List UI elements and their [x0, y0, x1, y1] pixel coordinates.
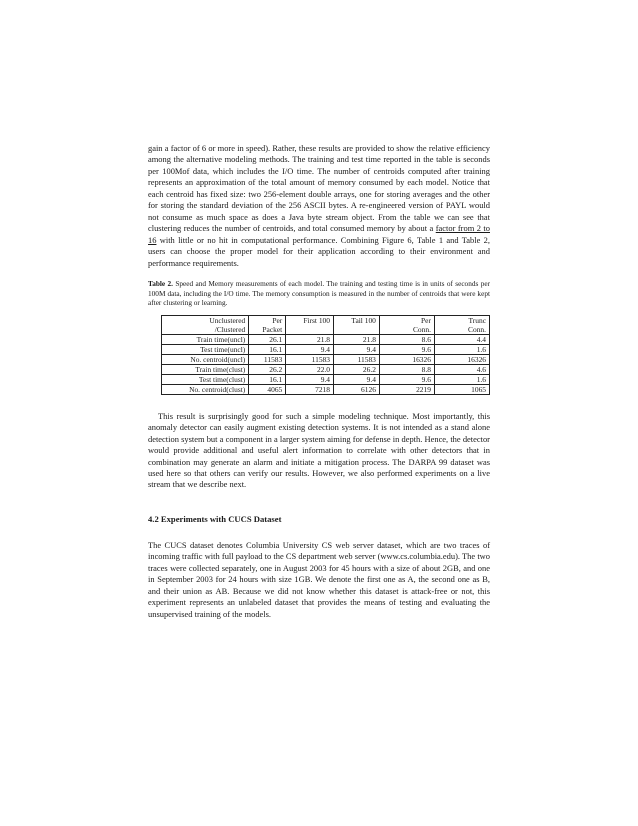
header-cell: First 100	[286, 315, 334, 334]
table-cell: Test time(uncl)	[162, 344, 249, 354]
table-cell: 9.6	[379, 374, 434, 384]
table-row	[162, 354, 490, 364]
table-row	[162, 374, 490, 384]
section-heading: 4.2 Experiments with CUCS Dataset	[148, 513, 282, 524]
table-row	[162, 344, 490, 354]
table-cell: 11583	[333, 354, 379, 364]
table-cell: 16326	[379, 354, 434, 364]
table-cell: 1065	[434, 384, 489, 394]
table-cell: 21.8	[333, 334, 379, 344]
table-cell: 9.4	[333, 344, 379, 354]
paragraph-results-discussion	[148, 143, 490, 269]
table-cell: 11583	[249, 354, 286, 364]
table-cell: 4065	[249, 384, 286, 394]
header-cell: Unclustered /Clustered	[162, 315, 249, 334]
table-cell: 8.8	[379, 364, 434, 374]
header-cell: Per Packet	[249, 315, 286, 334]
paragraph-cucs-dataset: The CUCS dataset denotes Columbia University CS web server dataset, which are two traces of incoming traffic with full payload to the CS department web server (www.cs.columbia.edu). The two traces were collected separately, one in August 2003 for 45 hours with a size of about 2GB, and one in September 2003 for 24 hours with size 1GB. We denote the first one as A, the second one as B, and their union as AB. Because we did not know whether this dataset is attack-free or not, this experiment represents an unlabeled dataset that provides the means of testing and evaluating the unsupervised training of the models.	[148, 539, 490, 619]
paragraph-result-summary: This result is surprisingly good for such a simple modeling technique. Most importantly, this anomaly detector can easily augment existing detection systems. It is not intended as a stand alone detection system but a component in a larger system aiming for defense in depth. Hence, the detector would provide additional and useful alert information to correlate with other detectors that in combination may generate an alarm and initiate a mitigation process. The DARPA 99 dataset was used here so that others can verify our results. However, we also performed experiments on a live stream that we describe next.	[148, 410, 490, 490]
table-cell: 4.6	[434, 364, 489, 374]
header-cell: Trunc Conn.	[434, 315, 489, 334]
table-cell: 9.4	[286, 374, 334, 384]
table-cell: 21.8	[286, 334, 334, 344]
table-caption-text: Speed and Memory measurements of each model. The training and testing time is in units of seconds per 100M data, including the I/O time. The memory consumption is measured in the number of centroids that were kept after clustering or learning.	[148, 278, 491, 308]
table-cell: 11583	[286, 354, 334, 364]
header-cell: Per Conn.	[379, 315, 434, 334]
paragraph-text: with little or no hit in computational performance. Combining Figure 6, Table 1 and Table 2, users can choose the proper model for their application according to their environment and performance requirements.	[148, 234, 490, 268]
header-cell: Tail 100	[333, 315, 379, 334]
table-cell: 9.4	[286, 344, 334, 354]
table-cell: 2219	[379, 384, 434, 394]
table-cell: 1.6	[434, 374, 489, 384]
speed-memory-table	[161, 315, 490, 395]
table-cell: 16.1	[249, 344, 286, 354]
paper-page	[148, 143, 490, 620]
table-cell: 7218	[286, 384, 334, 394]
table-cell: 16.1	[249, 374, 286, 384]
table-cell: Test time(clust)	[162, 374, 249, 384]
table-cell: 1.6	[434, 344, 489, 354]
table-cell: 26.2	[333, 364, 379, 374]
table-row	[162, 364, 490, 374]
table-header-row	[162, 315, 490, 334]
table-cell: 26.1	[249, 334, 286, 344]
table-cell: 6126	[333, 384, 379, 394]
table-cell: Train time(uncl)	[162, 334, 249, 344]
table-cell: 9.6	[379, 344, 434, 354]
underlined-phrase: factor from 2 to 16	[148, 223, 490, 245]
table-cell: 16326	[434, 354, 489, 364]
table-cell: 9.4	[333, 374, 379, 384]
paragraph-text: gain a factor of 6 or more in speed). Rather, these results are provided to show the relative efficiency among the alternative modeling methods. The training and test time reported in the table is seconds per 100Mof data, which includes the I/O time. The number of centroids computed after training represents an approximation of the total amount of memory consumed by each model. Notice that each centroid has fixed size: two 256-element double arrays, one for storing averages and the other for storing the standard deviation of the 256 ASCII bytes. A re-engineered version of PAYL would not consume as much space as does a Java byte stream object. From the table we can see that clustering reduces the number of centroids, and total consumed memory by about a	[148, 143, 490, 234]
table-caption	[148, 279, 490, 308]
table-cell: 8.6	[379, 334, 434, 344]
table-cell: Train time(clust)	[162, 364, 249, 374]
table-cell: No. centroid(clust)	[162, 384, 249, 394]
table-row	[162, 334, 490, 344]
table-cell: 22.0	[286, 364, 334, 374]
table-caption-label: Table 2.	[148, 278, 173, 288]
table-cell: 4.4	[434, 334, 489, 344]
table-row	[162, 384, 490, 394]
table-cell: 26.2	[249, 364, 286, 374]
table-cell: No. centroid(uncl)	[162, 354, 249, 364]
